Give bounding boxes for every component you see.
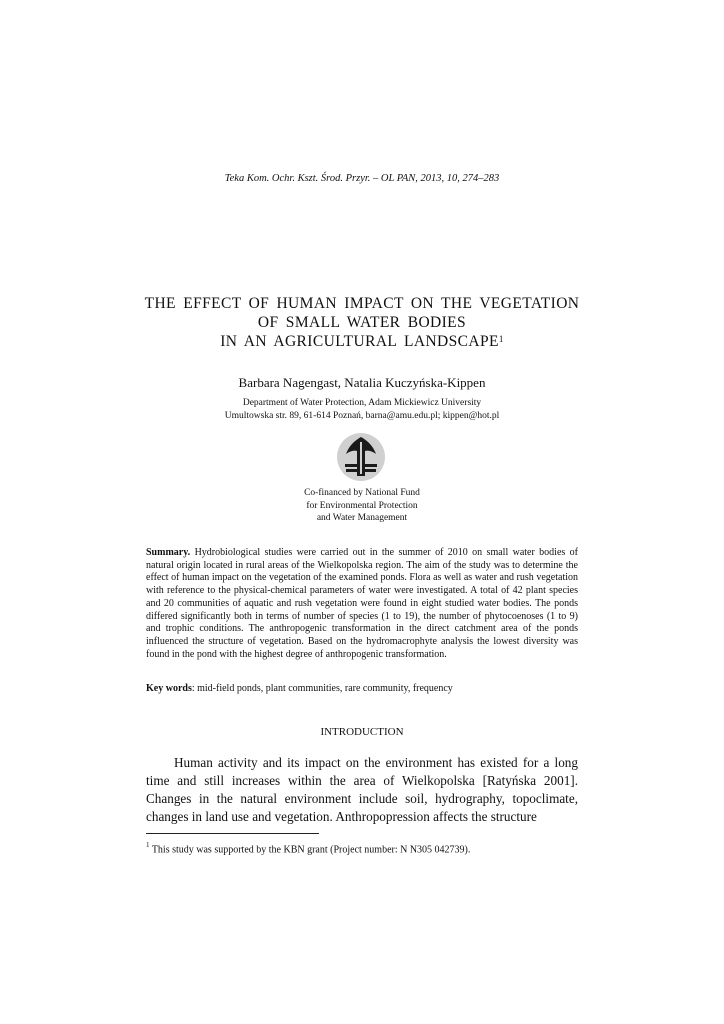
funding-line-1: Co-financed by National Fund — [304, 488, 420, 498]
title-line-2: OF SMALL WATER BODIES — [257, 314, 467, 331]
paper-title — [0, 294, 724, 351]
summary-text: Hydrobiological studies were carried out in the summer of 2010 on small water bodies of natural origin located in rural areas of the Wielkopolska region. The aim of the study was to determine the effect of human impact on the vegetation of the examined ponds. Flora as well as water and rush vegetation with reference to the physical-chemical parameters of water were investigated. A total of 42 plant species and 20 communities of aquatic and rush vegetation were found in eight studied water bodies. The ponds differed significantly both in terms of number of species (1 to 19), the number of phytocoenoses (1 to 9) and trophic conditions. The anthropogenic transformation in the direct catchment area of the ponds influenced the structure of vegetation. Based on the hydromacrophyte analysis the lowest diversity was found in the pond with the highest degree of anthropogenic transformation. — [146, 547, 579, 660]
title-line-3: IN AN AGRICULTURAL LANDSCAPE — [220, 333, 499, 350]
affiliation-line-2: Umultowska str. 89, 61-614 Poznań, barna@amu.edu.pl; kippen@hot.pl — [224, 411, 500, 421]
summary-paragraph — [146, 547, 578, 661]
funding-line-2: for Environmental Protection — [306, 500, 418, 511]
title-footnote-mark: 1 — [498, 334, 504, 344]
section-heading: INTRODUCTION — [320, 726, 404, 738]
summary-label: Summary. — [146, 547, 191, 558]
intro-paragraph: Human activity and its impact on the environment has existed for a long time and still increases within the area of Wielkopolska [Ratyńska 2001]. Changes in the natural environment include soil, hydrography, topoclimate, changes in land use and vegetation. Anthropopression affects the structure — [146, 755, 578, 824]
title-line-3-wrap — [0, 332, 724, 351]
affiliation — [0, 397, 724, 423]
body-text — [146, 754, 578, 826]
title-line-1: THE EFFECT OF HUMAN IMPACT ON THE VEGETATION — [144, 295, 580, 312]
funding-note — [0, 487, 724, 525]
keywords-label: Key words — [146, 683, 192, 694]
funding-line-3: and Water Management — [316, 513, 408, 523]
journal-citation: Teka Kom. Ochr. Kszt. Środ. Przyr. – OL PAN, 2013, 10, 274–283 — [224, 173, 500, 184]
authors: Barbara Nagengast, Natalia Kuczyńska-Kippen — [238, 375, 486, 390]
footnote-mark: 1 — [146, 841, 150, 849]
national-fund-logo-icon — [336, 432, 386, 482]
keywords — [146, 683, 578, 694]
footnote-divider — [146, 833, 319, 834]
footnote-text: This study was supported by the KBN grant (Project number: N N305 042739). — [149, 844, 471, 856]
affiliation-line-1: Department of Water Protection, Adam Mickiewicz University — [242, 398, 482, 408]
keywords-text: : mid-field ponds, plant communities, rare community, frequency — [191, 683, 453, 694]
footnote — [146, 842, 578, 855]
